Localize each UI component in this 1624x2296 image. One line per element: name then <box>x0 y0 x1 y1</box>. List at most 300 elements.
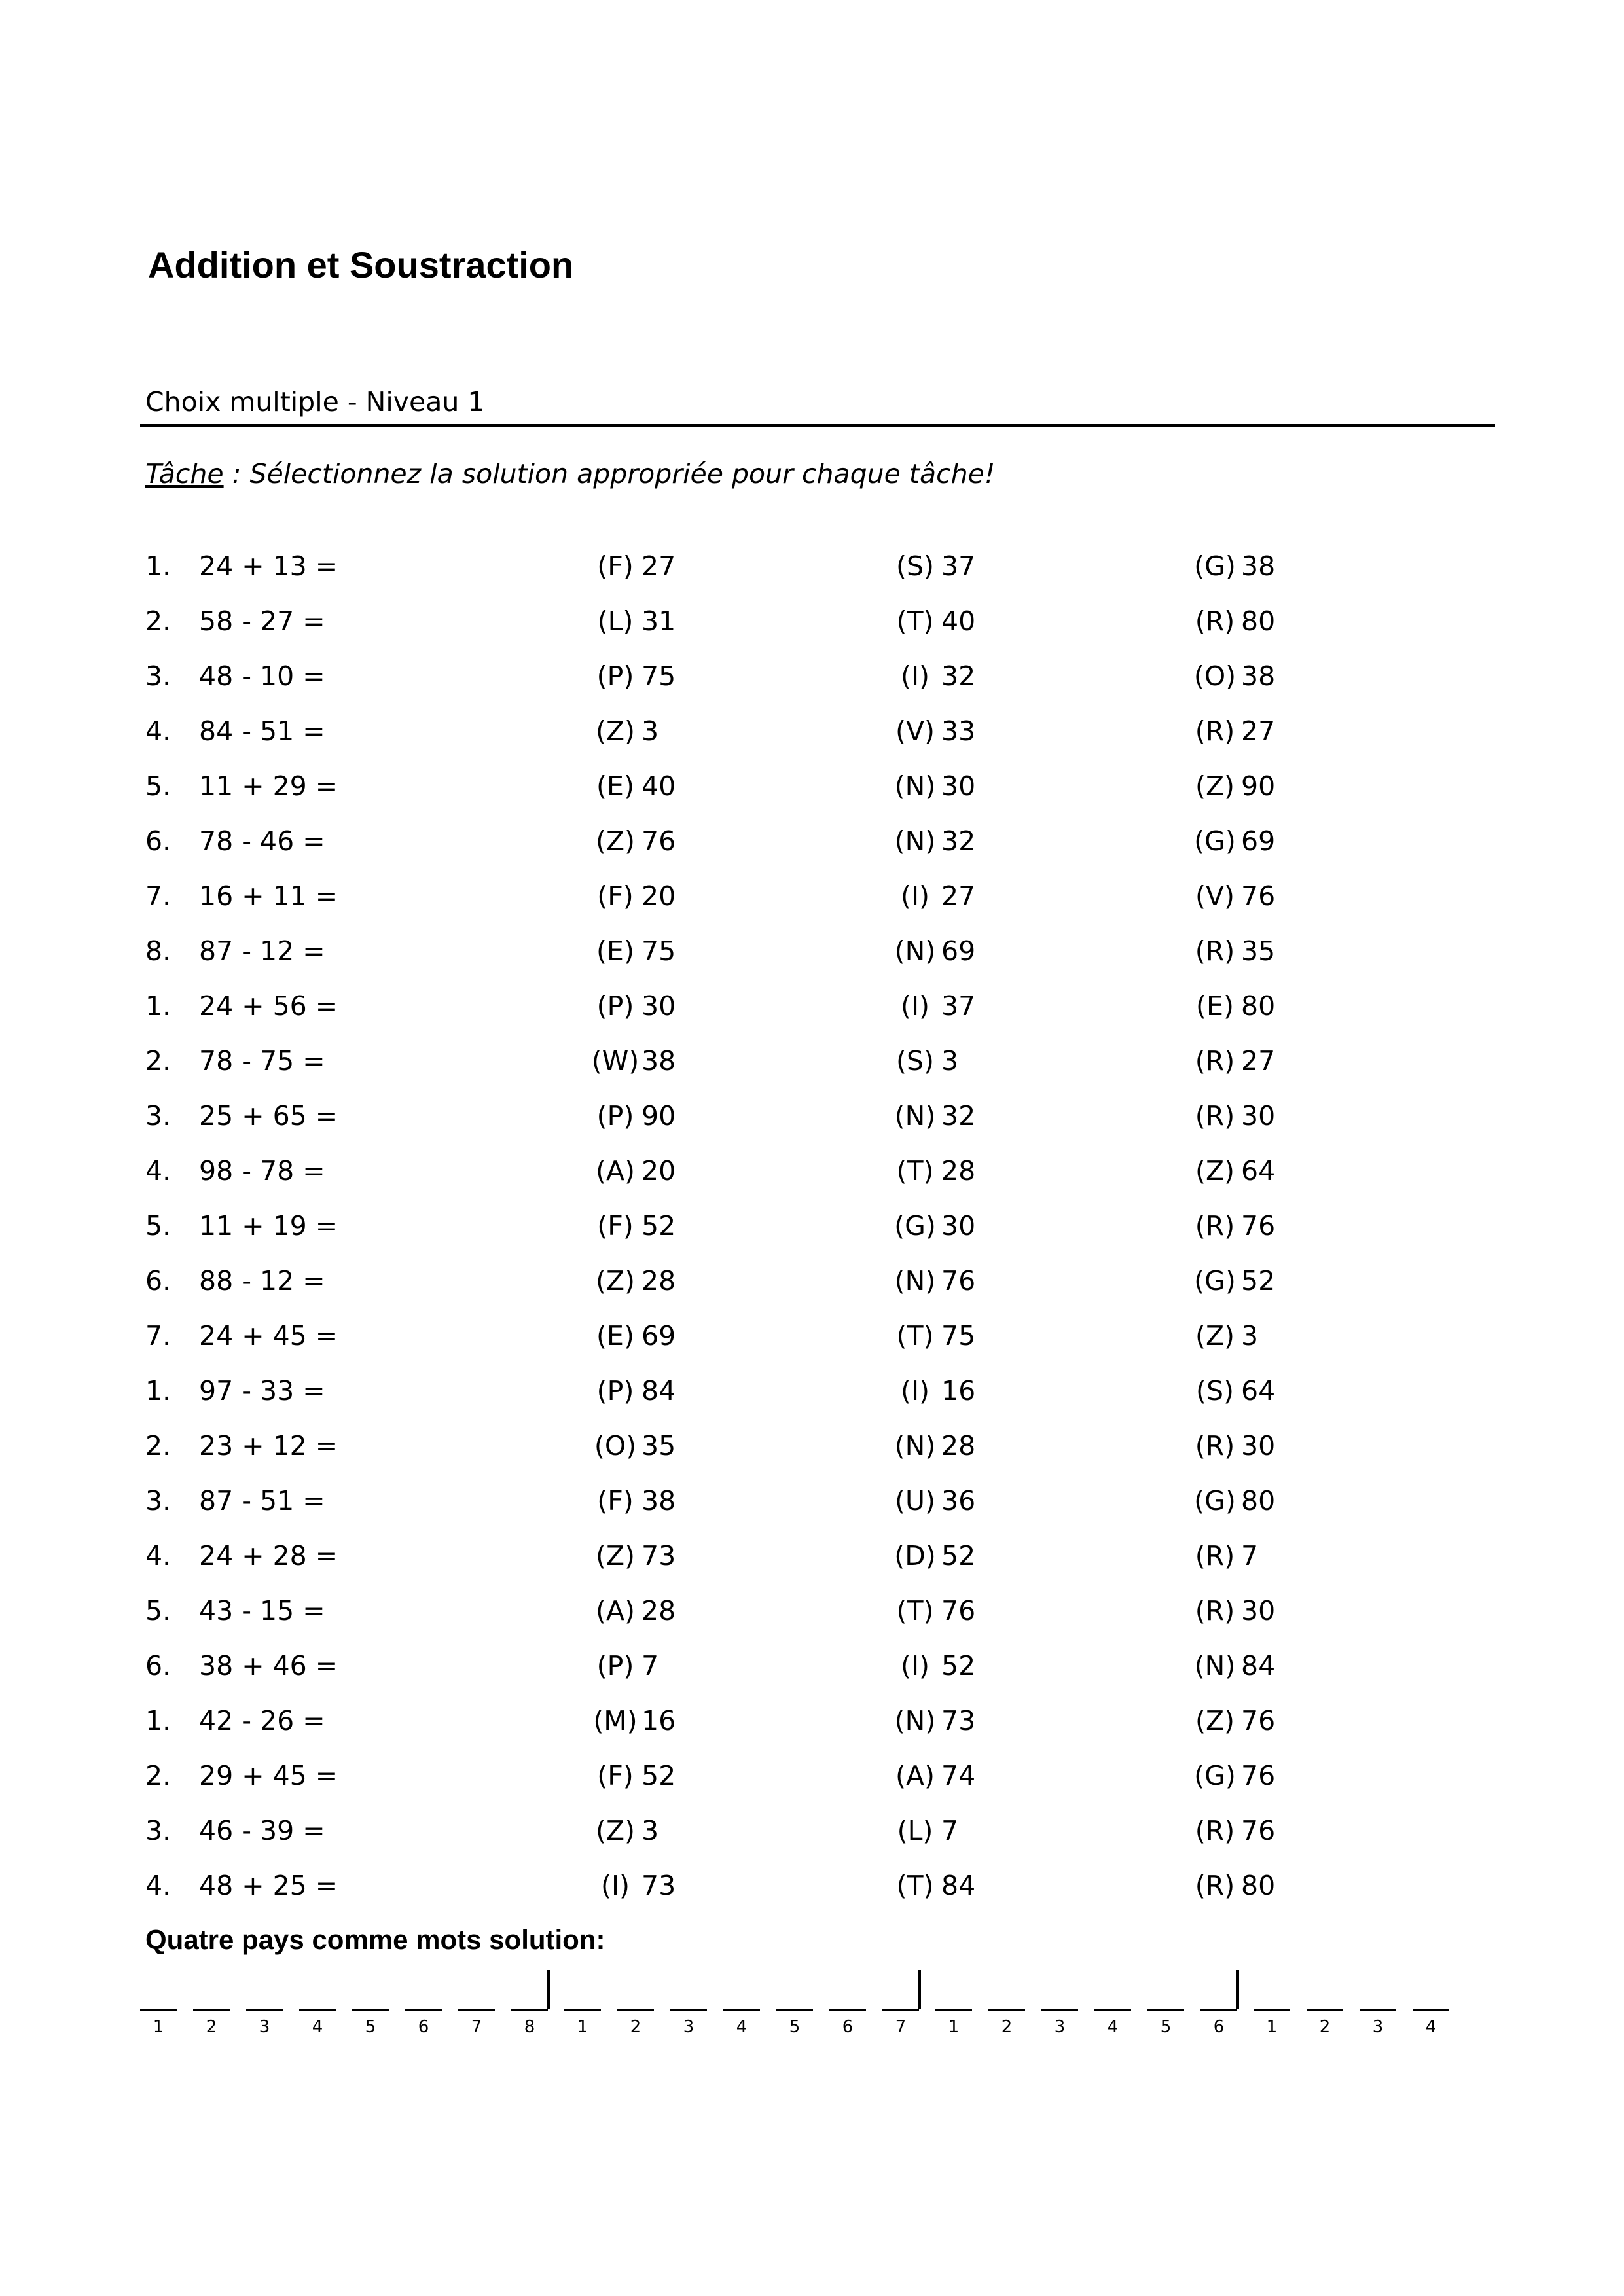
choice-letter: (R) <box>1195 715 1235 747</box>
blank-number: 7 <box>895 2017 907 2037</box>
answer-choice[interactable] <box>589 1760 676 1791</box>
answer-choice[interactable] <box>889 1155 976 1187</box>
choice-letter: (R) <box>1195 1100 1235 1132</box>
choice-letter: (I) <box>900 660 930 692</box>
question-number: 7. <box>145 880 171 912</box>
choice-value: 38 <box>1241 550 1276 582</box>
choice-value: 73 <box>641 1870 676 1901</box>
choice-letter: (F) <box>597 1760 634 1791</box>
blank-number: 6 <box>418 2017 429 2037</box>
choice-letter: (N) <box>894 770 936 802</box>
answer-choice[interactable] <box>589 1100 676 1132</box>
answer-choice[interactable] <box>889 550 976 582</box>
choice-value: 84 <box>1241 1650 1276 1681</box>
blank-number: 2 <box>630 2017 641 2037</box>
choice-letter: (N) <box>894 1430 936 1462</box>
choice-value: 20 <box>641 880 676 912</box>
answer-choice[interactable] <box>889 1595 976 1626</box>
answer-choice[interactable] <box>889 825 976 857</box>
choice-value: 16 <box>941 1375 976 1407</box>
question-expression: 24 + 13 = <box>199 550 338 582</box>
choice-value: 33 <box>941 715 976 747</box>
question-expression: 46 - 39 = <box>199 1815 325 1846</box>
choice-value: 80 <box>1241 1870 1276 1901</box>
choice-value: 75 <box>941 1320 976 1352</box>
question-expression: 38 + 46 = <box>199 1650 338 1681</box>
question-number: 4. <box>145 1155 171 1187</box>
blank-number: 3 <box>1372 2017 1384 2037</box>
divider <box>140 424 1495 427</box>
choice-letter: (O) <box>1193 660 1236 692</box>
question-number: 4. <box>145 715 171 747</box>
blank-number: 2 <box>1001 2017 1013 2037</box>
answer-blank[interactable] <box>299 2009 336 2011</box>
choice-value: 3 <box>641 1815 659 1846</box>
answer-choice[interactable] <box>589 990 676 1022</box>
question-number: 2. <box>145 605 171 637</box>
choice-value: 28 <box>641 1595 676 1626</box>
choice-value: 3 <box>641 715 659 747</box>
answer-choice[interactable] <box>589 715 659 747</box>
answer-choice[interactable] <box>889 1540 976 1571</box>
choice-value: 32 <box>941 1100 976 1132</box>
answer-choice[interactable] <box>889 605 976 637</box>
question-number: 5. <box>145 1595 171 1626</box>
choice-letter: (T) <box>896 605 934 637</box>
choice-letter: (Z) <box>595 825 636 857</box>
choice-value: 84 <box>641 1375 676 1407</box>
answer-choice[interactable] <box>1189 1045 1276 1077</box>
choice-letter: (I) <box>900 880 930 912</box>
answer-choice[interactable] <box>1189 1705 1276 1736</box>
choice-letter: (T) <box>896 1595 934 1626</box>
question-number: 6. <box>145 1650 171 1681</box>
choice-value: 64 <box>1241 1155 1276 1187</box>
answer-choice[interactable] <box>889 1870 976 1901</box>
answer-blank[interactable] <box>1413 2009 1449 2011</box>
answer-choice[interactable] <box>889 1815 959 1846</box>
choice-value: 52 <box>941 1540 976 1571</box>
answer-blank[interactable] <box>246 2009 283 2011</box>
answer-choice[interactable] <box>1189 935 1276 967</box>
blank-number: 4 <box>736 2017 748 2037</box>
answer-choice[interactable] <box>1189 550 1276 582</box>
choice-letter: (E) <box>596 935 634 967</box>
word-separator <box>547 1970 550 2009</box>
answer-choice[interactable] <box>1189 1815 1276 1846</box>
choice-letter: (G) <box>1194 1760 1236 1791</box>
choice-letter: (A) <box>595 1595 636 1626</box>
choice-value: 76 <box>1241 1210 1276 1242</box>
choice-value: 64 <box>1241 1375 1276 1407</box>
solution-title: Quatre pays comme mots solution: <box>145 1924 605 1955</box>
question-expression: 78 - 46 = <box>199 825 325 857</box>
choice-letter: (F) <box>597 1485 634 1516</box>
question-expression: 25 + 65 = <box>199 1100 338 1132</box>
question-expression: 24 + 28 = <box>199 1540 338 1571</box>
choice-value: 40 <box>641 770 676 802</box>
answer-choice[interactable] <box>589 1595 676 1626</box>
choice-value: 38 <box>641 1485 676 1516</box>
answer-choice[interactable] <box>1189 1595 1276 1626</box>
choice-value: 7 <box>941 1815 959 1846</box>
answer-choice[interactable] <box>1189 990 1276 1022</box>
choice-letter: (I) <box>600 1870 630 1901</box>
question-expression: 43 - 15 = <box>199 1595 325 1626</box>
answer-choice[interactable] <box>889 1705 976 1736</box>
choice-value: 30 <box>1241 1100 1276 1132</box>
choice-letter: (R) <box>1195 1540 1235 1571</box>
question-number: 4. <box>145 1870 171 1901</box>
choice-value: 52 <box>1241 1265 1276 1297</box>
question-number: 1. <box>145 990 171 1022</box>
answer-blank[interactable] <box>1147 2009 1184 2011</box>
choice-letter: (G) <box>1194 825 1236 857</box>
answer-choice[interactable] <box>589 1650 659 1681</box>
answer-blank[interactable] <box>670 2009 707 2011</box>
answer-choice[interactable] <box>589 1870 676 1901</box>
answer-choice[interactable] <box>589 1485 676 1516</box>
choice-value: 75 <box>641 935 676 967</box>
answer-choice[interactable] <box>1189 1540 1259 1571</box>
blank-number: 2 <box>1319 2017 1331 2037</box>
blank-number: 5 <box>1160 2017 1172 2037</box>
choice-value: 76 <box>941 1595 976 1626</box>
answer-choice[interactable] <box>889 935 976 967</box>
answer-blank[interactable] <box>1200 2009 1237 2011</box>
choice-letter: (P) <box>596 990 634 1022</box>
question-expression: 29 + 45 = <box>199 1760 338 1791</box>
choice-letter: (I) <box>900 1650 930 1681</box>
choice-letter: (Z) <box>1195 1320 1235 1352</box>
choice-letter: (F) <box>597 1210 634 1242</box>
choice-value: 35 <box>1241 935 1276 967</box>
answer-choice[interactable] <box>1189 1265 1276 1297</box>
choice-value: 69 <box>941 935 976 967</box>
answer-choice[interactable] <box>1189 1870 1276 1901</box>
answer-blank[interactable] <box>193 2009 230 2011</box>
answer-choice[interactable] <box>1189 1210 1276 1242</box>
choice-value: 52 <box>641 1210 676 1242</box>
answer-choice[interactable] <box>589 1320 676 1352</box>
choice-value: 28 <box>641 1265 676 1297</box>
question-number: 1. <box>145 1375 171 1407</box>
question-expression: 16 + 11 = <box>199 880 338 912</box>
question-expression: 23 + 12 = <box>199 1430 338 1462</box>
blank-number: 4 <box>312 2017 323 2037</box>
choice-value: 90 <box>1241 770 1276 802</box>
question-number: 2. <box>145 1045 171 1077</box>
answer-blank[interactable] <box>617 2009 654 2011</box>
answer-choice[interactable] <box>889 1430 976 1462</box>
choice-letter: (N) <box>894 1100 936 1132</box>
answer-choice[interactable] <box>1189 770 1276 802</box>
question-expression: 84 - 51 = <box>199 715 325 747</box>
choice-letter: (R) <box>1195 1595 1235 1626</box>
word-separator <box>918 1970 921 2009</box>
answer-blank[interactable] <box>988 2009 1025 2011</box>
choice-letter: (P) <box>596 1375 634 1407</box>
choice-letter: (G) <box>1194 1265 1236 1297</box>
answer-choice[interactable] <box>1189 1485 1276 1516</box>
answer-choice[interactable] <box>1189 1430 1276 1462</box>
choice-value: 30 <box>1241 1430 1276 1462</box>
answer-blank[interactable] <box>511 2009 548 2011</box>
choice-letter: (Z) <box>595 1815 636 1846</box>
choice-value: 3 <box>1241 1320 1259 1352</box>
blank-number: 3 <box>683 2017 695 2037</box>
answer-choice[interactable] <box>889 660 976 692</box>
answer-blank[interactable] <box>1254 2009 1290 2011</box>
choice-value: 32 <box>941 660 976 692</box>
question-expression: 78 - 75 = <box>199 1045 325 1077</box>
answer-blank[interactable] <box>776 2009 813 2011</box>
choice-letter: (A) <box>895 1760 935 1791</box>
choice-letter: (V) <box>895 715 935 747</box>
question-number: 5. <box>145 770 171 802</box>
answer-choice[interactable] <box>589 1375 676 1407</box>
task-text: : Sélectionnez la solution appropriée pour chaque tâche! <box>223 458 996 490</box>
blank-number: 8 <box>524 2017 535 2037</box>
answer-choice[interactable] <box>889 1045 959 1077</box>
question-number: 5. <box>145 1210 171 1242</box>
choice-value: 80 <box>1241 990 1276 1022</box>
answer-choice[interactable] <box>889 1265 976 1297</box>
choice-value: 27 <box>1241 1045 1276 1077</box>
answer-choice[interactable] <box>589 935 676 967</box>
question-number: 3. <box>145 1100 171 1132</box>
answer-choice[interactable] <box>1189 825 1276 857</box>
question-number: 1. <box>145 550 171 582</box>
choice-value: 52 <box>941 1650 976 1681</box>
choice-letter: (E) <box>596 770 634 802</box>
blank-number: 3 <box>259 2017 270 2037</box>
answer-blank[interactable] <box>882 2009 919 2011</box>
answer-choice[interactable] <box>1189 660 1276 692</box>
answer-choice[interactable] <box>589 1540 676 1571</box>
answer-choice[interactable] <box>1189 605 1276 637</box>
answer-choice[interactable] <box>889 880 976 912</box>
blank-number: 5 <box>365 2017 376 2037</box>
question-expression: 87 - 12 = <box>199 935 325 967</box>
answer-blank[interactable] <box>1307 2009 1343 2011</box>
answer-choice[interactable] <box>1189 1155 1276 1187</box>
answer-choice[interactable] <box>889 1650 976 1681</box>
answer-blank[interactable] <box>723 2009 760 2011</box>
answer-choice[interactable] <box>889 1100 976 1132</box>
choice-value: 80 <box>1241 605 1276 637</box>
word-separator <box>1236 1970 1239 2009</box>
blank-number: 1 <box>948 2017 960 2037</box>
choice-value: 7 <box>1241 1540 1259 1571</box>
choice-letter: (G) <box>1194 1485 1236 1516</box>
answer-choice[interactable] <box>589 605 676 637</box>
choice-value: 40 <box>941 605 976 637</box>
choice-value: 76 <box>1241 880 1276 912</box>
subtitle: Choix multiple - Niveau 1 <box>145 386 485 418</box>
answer-choice[interactable] <box>589 825 676 857</box>
question-expression: 42 - 26 = <box>199 1705 325 1736</box>
choice-value: 38 <box>641 1045 676 1077</box>
choice-value: 69 <box>1241 825 1276 857</box>
blank-number: 1 <box>577 2017 588 2037</box>
blank-number: 6 <box>842 2017 854 2037</box>
choice-value: 73 <box>641 1540 676 1571</box>
choice-letter: (A) <box>595 1155 636 1187</box>
question-expression: 88 - 12 = <box>199 1265 325 1297</box>
answer-blank[interactable] <box>405 2009 442 2011</box>
choice-value: 28 <box>941 1430 976 1462</box>
choice-value: 37 <box>941 990 976 1022</box>
choice-letter: (W) <box>591 1045 640 1077</box>
answer-blank[interactable] <box>140 2009 177 2011</box>
choice-value: 30 <box>641 990 676 1022</box>
question-number: 3. <box>145 660 171 692</box>
question-expression: 48 + 25 = <box>199 1870 338 1901</box>
choice-letter: (O) <box>594 1430 637 1462</box>
answer-blank[interactable] <box>458 2009 495 2011</box>
choice-value: 32 <box>941 825 976 857</box>
answer-blank[interactable] <box>564 2009 601 2011</box>
choice-letter: (L) <box>597 605 634 637</box>
answer-blank[interactable] <box>829 2009 866 2011</box>
choice-letter: (U) <box>894 1485 935 1516</box>
choice-letter: (Z) <box>1195 770 1235 802</box>
answer-blank[interactable] <box>352 2009 389 2011</box>
answer-choice[interactable] <box>589 660 676 692</box>
answer-choice[interactable] <box>1189 1375 1276 1407</box>
answer-choice[interactable] <box>889 1320 976 1352</box>
answer-choice[interactable] <box>1189 1760 1276 1791</box>
answer-choice[interactable] <box>589 1430 676 1462</box>
answer-choice[interactable] <box>589 1155 676 1187</box>
answer-choice[interactable] <box>589 1045 676 1077</box>
answer-choice[interactable] <box>889 1375 976 1407</box>
question-expression: 48 - 10 = <box>199 660 325 692</box>
answer-blank[interactable] <box>935 2009 972 2011</box>
answer-choice[interactable] <box>1189 715 1276 747</box>
choice-letter: (G) <box>1194 550 1236 582</box>
task-instruction <box>145 458 995 490</box>
choice-value: 76 <box>1241 1705 1276 1736</box>
blank-number: 1 <box>153 2017 164 2037</box>
question-expression: 24 + 56 = <box>199 990 338 1022</box>
answer-choice[interactable] <box>1189 1100 1276 1132</box>
choice-letter: (R) <box>1195 935 1235 967</box>
choice-letter: (E) <box>1196 990 1234 1022</box>
choice-value: 73 <box>941 1705 976 1736</box>
answer-choice[interactable] <box>589 1210 676 1242</box>
blank-number: 3 <box>1054 2017 1066 2037</box>
answer-choice[interactable] <box>889 1760 976 1791</box>
choice-letter: (E) <box>596 1320 634 1352</box>
question-number: 7. <box>145 1320 171 1352</box>
choice-value: 75 <box>641 660 676 692</box>
choice-value: 74 <box>941 1760 976 1791</box>
choice-letter: (F) <box>597 550 634 582</box>
choice-value: 20 <box>641 1155 676 1187</box>
question-expression: 97 - 33 = <box>199 1375 325 1407</box>
choice-letter: (R) <box>1195 1815 1235 1846</box>
choice-letter: (N) <box>894 825 936 857</box>
question-expression: 11 + 29 = <box>199 770 338 802</box>
question-expression: 24 + 45 = <box>199 1320 338 1352</box>
answer-choice[interactable] <box>889 990 976 1022</box>
choice-value: 76 <box>1241 1760 1276 1791</box>
choice-letter: (R) <box>1195 1430 1235 1462</box>
choice-value: 3 <box>941 1045 959 1077</box>
choice-letter: (R) <box>1195 1210 1235 1242</box>
answer-choice[interactable] <box>889 770 976 802</box>
choice-value: 7 <box>641 1650 659 1681</box>
choice-letter: (S) <box>895 550 935 582</box>
blank-number: 4 <box>1425 2017 1437 2037</box>
answer-choice[interactable] <box>589 1705 676 1736</box>
choice-letter: (N) <box>894 1705 936 1736</box>
answer-choice[interactable] <box>889 715 976 747</box>
question-number: 3. <box>145 1485 171 1516</box>
choice-value: 69 <box>641 1320 676 1352</box>
choice-letter: (N) <box>894 1265 936 1297</box>
blank-number: 6 <box>1213 2017 1225 2037</box>
answer-choice[interactable] <box>889 1210 976 1242</box>
choice-letter: (R) <box>1195 605 1235 637</box>
choice-letter: (Z) <box>1195 1705 1235 1736</box>
choice-letter: (D) <box>894 1540 936 1571</box>
answer-blank[interactable] <box>1360 2009 1396 2011</box>
choice-value: 30 <box>1241 1595 1276 1626</box>
choice-value: 31 <box>641 605 676 637</box>
question-expression: 58 - 27 = <box>199 605 325 637</box>
choice-letter: (P) <box>596 1650 634 1681</box>
answer-choice[interactable] <box>589 880 676 912</box>
question-expression: 98 - 78 = <box>199 1155 325 1187</box>
choice-letter: (Z) <box>595 1265 636 1297</box>
answer-blank[interactable] <box>1094 2009 1131 2011</box>
choice-value: 36 <box>941 1485 976 1516</box>
choice-letter: (Z) <box>595 715 636 747</box>
blank-number: 5 <box>789 2017 801 2037</box>
answer-choice[interactable] <box>1189 880 1276 912</box>
choice-letter: (F) <box>597 880 634 912</box>
answer-choice[interactable] <box>589 550 676 582</box>
choice-letter: (G) <box>894 1210 936 1242</box>
choice-value: 38 <box>1241 660 1276 692</box>
question-number: 2. <box>145 1430 171 1462</box>
page-title: Addition et Soustraction <box>148 244 574 285</box>
answer-choice[interactable] <box>589 770 676 802</box>
choice-value: 37 <box>941 550 976 582</box>
answer-blank[interactable] <box>1041 2009 1078 2011</box>
choice-value: 30 <box>941 770 976 802</box>
choice-value: 27 <box>641 550 676 582</box>
question-number: 8. <box>145 935 171 967</box>
answer-choice[interactable] <box>1189 1320 1259 1352</box>
choice-letter: (N) <box>894 935 936 967</box>
choice-value: 76 <box>641 825 676 857</box>
task-label: Tâche <box>145 458 224 490</box>
answer-choice[interactable] <box>1189 1650 1276 1681</box>
choice-letter: (T) <box>896 1155 934 1187</box>
choice-value: 76 <box>941 1265 976 1297</box>
answer-choice[interactable] <box>589 1265 676 1297</box>
answer-choice[interactable] <box>589 1815 659 1846</box>
answer-choice[interactable] <box>889 1485 976 1516</box>
choice-letter: (Z) <box>1195 1155 1235 1187</box>
choice-letter: (P) <box>596 660 634 692</box>
question-number: 6. <box>145 825 171 857</box>
choice-value: 16 <box>641 1705 676 1736</box>
